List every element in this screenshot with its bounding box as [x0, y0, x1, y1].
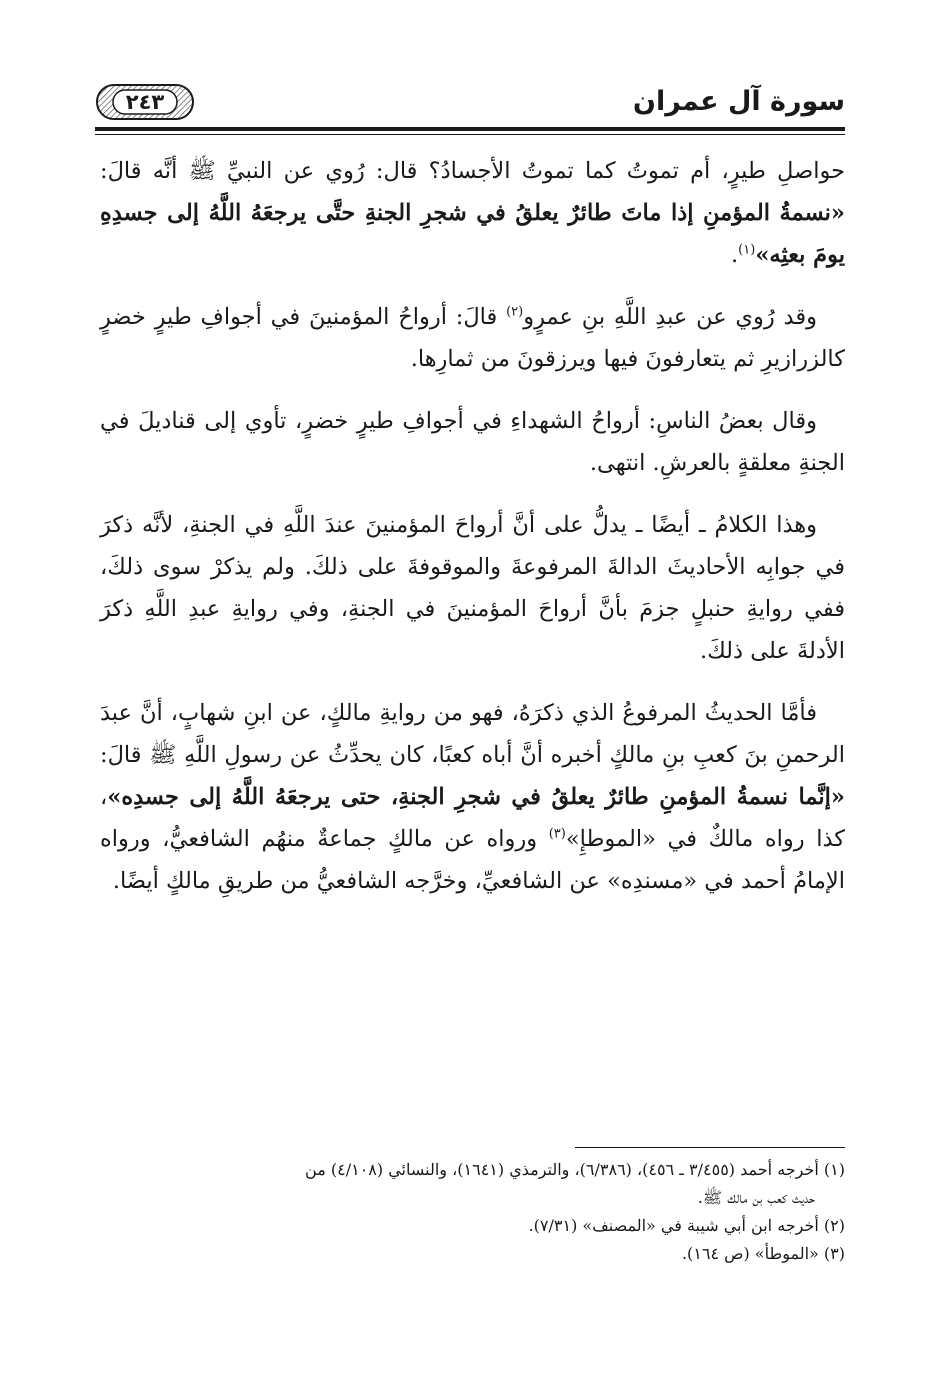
- text-segment: قالَ: أرواحُ المؤمنينَ في أجوافِ طيرٍ خضرٍ كالزرازيرِ ثم يتعارفونَ فيها ويرزقونَ من ثمارِها.: [100, 304, 845, 372]
- hadith-quote: «إنَّما نسمةُ المؤمنِ طائرٌ يعلقُ في شجرِ الجنةِ، حتى يرجعَهُ اللَّهُ إلى جسدِه»: [107, 784, 845, 810]
- page-number-badge: [95, 82, 195, 122]
- main-text: [100, 150, 845, 922]
- footnotes: [100, 1156, 845, 1268]
- footnote-line: (١) أخرجه أحمد (٣/٤٥٥ ـ ٤٥٦)، (٦/٣٨٦)، والترمذي (١٦٤١)، والنسائي (٤/١٠٨) من: [305, 1160, 845, 1179]
- paragraph: [100, 504, 845, 672]
- footnote-line: حديث كعب بن مالك ﷺ.: [697, 1188, 815, 1207]
- page-header: [95, 80, 845, 132]
- paragraph: [100, 692, 845, 902]
- text-segment: وقال بعضُ الناسِ: أرواحُ الشهداءِ في أجوافِ طيرٍ خضرٍ، تأوي إلى قناديلَ في الجنةِ معلقةٍ بالعرشِ. انتهى.: [100, 408, 845, 476]
- footnote-marker: (٢): [506, 304, 524, 320]
- text-segment: حواصلِ طيرٍ، أم تموتُ كما تموتُ الأجسادُ؟ قال: رُوي عن النبيِّ ﷺ أنَّه قالَ:: [100, 158, 845, 184]
- text-segment: فأمَّا الحديثُ المرفوعُ الذي ذكرَهُ، فهو من روايةِ مالكٍ، عن ابنِ شهابٍ، أنَّ عبدَ الرحمنِ بنَ كعبِ بنِ مالكٍ أخبره أنَّ أباه كعبًا، كان يحدِّثُ عن رسولِ اللَّهِ ﷺ قالَ:: [100, 700, 845, 768]
- surah-title: سورة آل عمران: [632, 86, 845, 117]
- page-number: ٢٤٣: [125, 90, 165, 114]
- footnote-marker: (١): [738, 242, 756, 258]
- hadith-quote: «نسمةُ المؤمنِ إذا ماتَ طائرٌ يعلقُ في شجرِ الجنةِ حتَّى يرجعَهُ اللَّهُ إلى جسدِهِ يومَ بعثِه»: [100, 200, 845, 268]
- text-segment: ورواه عن مالكٍ جماعةٌ منهُم الشافعيُّ، ورواه الإمامُ أحمد في «مسندِه» عن الشافعيِّ، وخرَّجه الشافعيُّ من طريقِ مالكٍ أيضًا.: [100, 826, 845, 894]
- footnote-marker: (٣): [548, 826, 566, 842]
- paragraph: [100, 400, 845, 484]
- footnote-line: (٣) «الموطأ» (ص ١٦٤).: [681, 1244, 845, 1263]
- header-rule: [95, 127, 845, 131]
- text-segment: وقد رُوي عن عبدِ اللَّهِ بنِ عمرٍو: [523, 304, 817, 330]
- header-rule-thin: [95, 134, 845, 135]
- text-segment: .: [731, 242, 739, 268]
- footnote-separator: [575, 1147, 845, 1148]
- paragraph: [100, 150, 845, 276]
- text-segment: ، كذا رواه مالكٌ في «الموطإِ»: [100, 784, 845, 852]
- text-segment: وهذا الكلامُ ـ أيضًا ـ يدلُّ على أنَّ أرواحَ المؤمنينَ عندَ اللَّهِ في الجنةِ، لأنَّه ذكرَ في جوابِه الأحاديثَ الدالةَ المرفوعةَ والموقوفةَ على ذلكَ. ولم يذكرْ سوى ذلكَ، ففي روايةِ حنبلٍ جزمَ بأنَّ أرواحَ المؤمنينَ في الجنةِ، وفي روايةِ عبدِ اللَّهِ ذكرَ الأدلةَ على ذلكَ.: [100, 512, 845, 664]
- paragraph: [100, 296, 845, 380]
- footnote-line: (٢) أخرجه ابن أبي شيبة في «المصنف» (٧/٣١).: [528, 1216, 845, 1235]
